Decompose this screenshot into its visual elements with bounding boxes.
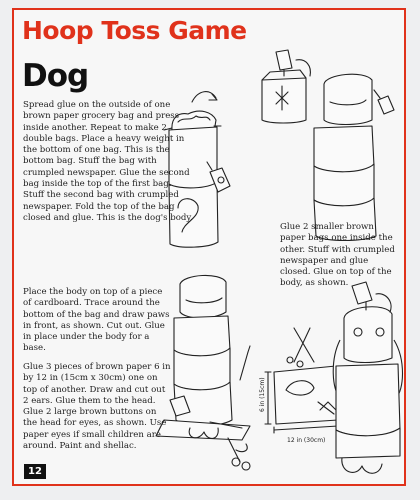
illustration-ear-template bbox=[240, 328, 338, 444]
dimension-width-label: 12 in (30cm) bbox=[287, 437, 326, 444]
instruction-step-2: Glue 2 smaller brown paper bags one inside the other. Stuff with crumpled newspaper and glue closed. Glue on top of the body, as shown. bbox=[280, 222, 395, 289]
illustration-small-bag bbox=[262, 50, 310, 123]
illustration-finished-dog bbox=[333, 282, 402, 473]
page-frame bbox=[12, 8, 406, 486]
page-title: Hoop Toss Game bbox=[22, 16, 247, 45]
dimension-height-label: 6 in (15cm) bbox=[259, 377, 266, 412]
instruction-step-1: Spread glue on the outside of one brown paper grocery bag and press inside another. Repeat to make 2 double bags. Place a heavy weight in the bottom of one bag. This is the bottom bag. Stuff the bag with crumpled newspaper. Glue the second bag inside the top of the first bag. Stuff the second bag with crumpled newspaper. Fold the top of the bag closed and glue. This is the dog's body. bbox=[23, 100, 193, 223]
instruction-step-3: Place the body on top of a piece of cardboard. Trace around the bottom of the bag and draw paws in front, as shown. Cut out. Glue in place under the body for a base. bbox=[23, 287, 170, 354]
page-number: 12 bbox=[24, 464, 46, 479]
illustration-stacked-body bbox=[314, 74, 394, 240]
section-title-dog: Dog bbox=[22, 58, 89, 94]
instruction-step-4: Glue 3 pieces of brown paper 6 in by 12 in (15cm x 30cm) one on top of another. Draw and cut out 2 ears. Glue them to the head. Glue 2 large brown buttons on the head for eyes, as shown. Use paper eyes if small children are around. Paint and shellac. bbox=[23, 362, 171, 452]
